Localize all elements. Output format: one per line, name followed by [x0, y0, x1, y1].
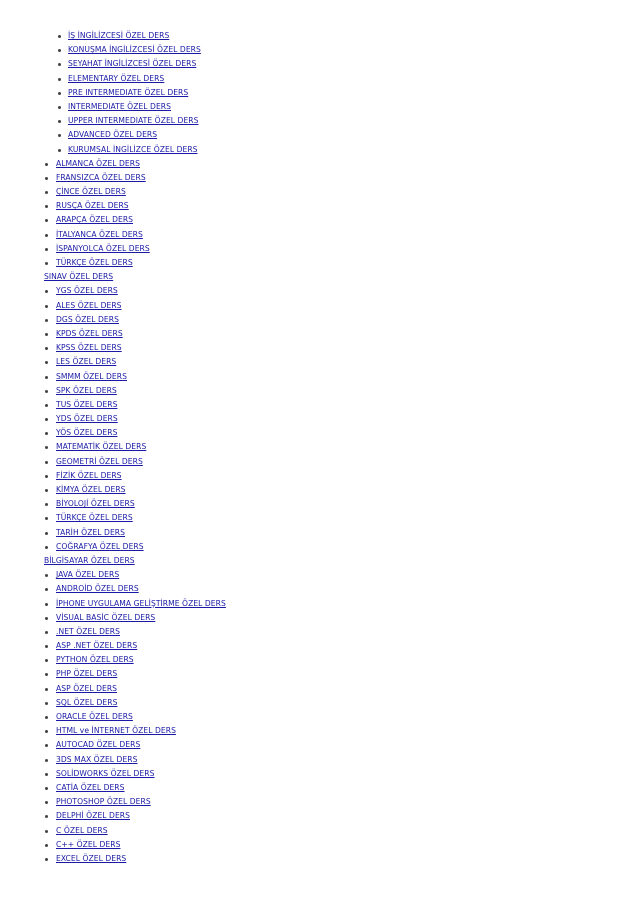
list-item	[0, 667, 638, 681]
list-item	[0, 171, 638, 185]
list-item	[0, 72, 638, 86]
course-link[interactable]: HTML ve İNTERNET ÖZEL DERS	[56, 726, 176, 736]
course-link[interactable]: ÇİNCE ÖZEL DERS	[56, 187, 126, 197]
list-item	[0, 157, 638, 171]
bullet-icon	[45, 333, 48, 336]
list-item	[0, 582, 638, 596]
course-link[interactable]: PHOTOSHOP ÖZEL DERS	[56, 797, 151, 807]
bullet-icon	[45, 489, 48, 492]
course-link[interactable]: FRANSIZCA ÖZEL DERS	[56, 172, 146, 182]
list-item	[0, 653, 638, 667]
bullet-icon	[45, 844, 48, 847]
list-item	[0, 114, 638, 128]
list-item	[0, 284, 638, 298]
bullet-icon	[45, 517, 48, 520]
course-link[interactable]: SEYAHAT İNGİLİZCESİ ÖZEL DERS	[68, 59, 197, 69]
list-item	[0, 213, 638, 227]
course-link[interactable]: KURUMSAL İNGİLİZCE ÖZEL DERS	[68, 144, 198, 154]
list-item	[0, 469, 638, 483]
list-item	[0, 568, 638, 582]
list-item	[0, 511, 638, 525]
list-item	[0, 767, 638, 781]
list-item	[0, 199, 638, 213]
bullet-icon	[45, 603, 48, 606]
list-item	[0, 639, 638, 653]
course-link[interactable]: SPK ÖZEL DERS	[56, 385, 117, 395]
course-link[interactable]: ALES ÖZEL DERS	[56, 300, 122, 310]
course-link[interactable]: GEOMETRİ ÖZEL DERS	[56, 456, 143, 466]
course-link[interactable]: JAVA ÖZEL DERS	[56, 570, 120, 580]
course-link[interactable]: FİZİK ÖZEL DERS	[56, 470, 122, 480]
course-link[interactable]: YÖS ÖZEL DERS	[56, 428, 118, 438]
course-link[interactable]: TUS ÖZEL DERS	[56, 399, 118, 409]
list-item	[0, 682, 638, 696]
course-link[interactable]: EXCEL ÖZEL DERS	[56, 853, 127, 863]
list-item	[0, 597, 638, 611]
course-link[interactable]: C++ ÖZEL DERS	[56, 839, 121, 849]
course-link[interactable]: MATEMATİK ÖZEL DERS	[56, 442, 147, 452]
bullet-icon	[58, 120, 61, 123]
course-link[interactable]: KONUŞMA İNGİLİZCESİ ÖZEL DERS	[68, 45, 201, 55]
course-link[interactable]: VİSUAL BASİC ÖZEL DERS	[56, 612, 156, 622]
section-heading-link	[0, 270, 638, 284]
list-item	[0, 625, 638, 639]
course-link[interactable]: ALMANCA ÖZEL DERS	[56, 158, 140, 168]
list-item	[0, 753, 638, 767]
list-item	[0, 710, 638, 724]
course-link[interactable]: DGS ÖZEL DERS	[56, 314, 119, 324]
section-link[interactable]: SINAV ÖZEL DERS	[44, 272, 114, 282]
list-item	[0, 526, 638, 540]
list-item	[0, 57, 638, 71]
list-item	[0, 440, 638, 454]
course-link[interactable]: İSPANYOLCA ÖZEL DERS	[56, 243, 150, 253]
bullet-icon	[45, 744, 48, 747]
course-link[interactable]: C ÖZEL DERS	[56, 825, 108, 835]
list-item	[0, 455, 638, 469]
bullet-icon	[58, 149, 61, 152]
list-item	[0, 611, 638, 625]
course-link[interactable]: ANDROİD ÖZEL DERS	[56, 584, 139, 594]
course-link[interactable]: UPPER INTERMEDIATE ÖZEL DERS	[68, 116, 199, 126]
bullet-icon	[58, 134, 61, 137]
list-item	[0, 384, 638, 398]
bullet-icon	[45, 617, 48, 620]
list-item	[0, 838, 638, 852]
bullet-icon	[45, 574, 48, 577]
bullet-icon	[45, 773, 48, 776]
bullet-icon	[58, 78, 61, 81]
list-item	[0, 143, 638, 157]
bullet-icon	[45, 659, 48, 662]
bullet-icon	[45, 361, 48, 364]
list-item	[0, 696, 638, 710]
section-link[interactable]: BİLGİSAYAR ÖZEL DERS	[44, 555, 135, 565]
bullet-icon	[45, 163, 48, 166]
course-link[interactable]: KPSS ÖZEL DERS	[56, 343, 122, 353]
course-link[interactable]: İŞ İNGİLİZCESİ ÖZEL DERS	[68, 31, 170, 40]
list-item	[0, 341, 638, 355]
course-link[interactable]: KPDS ÖZEL DERS	[56, 328, 123, 338]
bullet-icon	[45, 759, 48, 762]
bullet-icon	[45, 830, 48, 833]
bullet-icon	[58, 49, 61, 52]
bullet-icon	[45, 702, 48, 705]
list-item	[0, 355, 638, 369]
course-link[interactable]: TÜRKÇE ÖZEL DERS	[56, 258, 133, 267]
list-item	[0, 483, 638, 497]
bullet-icon	[45, 305, 48, 308]
bullet-icon	[45, 461, 48, 464]
course-link[interactable]: PHP ÖZEL DERS	[56, 669, 118, 679]
list-item	[0, 426, 638, 440]
bullet-icon	[45, 432, 48, 435]
bullet-icon	[45, 290, 48, 293]
course-link[interactable]: LES ÖZEL DERS	[56, 357, 117, 367]
list-item	[0, 228, 638, 242]
list-item	[0, 497, 638, 511]
bullet-icon	[45, 801, 48, 804]
bullet-icon	[45, 645, 48, 648]
course-link[interactable]: YDS ÖZEL DERS	[56, 414, 118, 424]
course-link[interactable]: SQL ÖZEL DERS	[56, 697, 118, 707]
bullet-icon	[45, 219, 48, 222]
course-link[interactable]: CATİA ÖZEL DERS	[56, 782, 125, 792]
course-link[interactable]: TARİH ÖZEL DERS	[56, 527, 125, 537]
course-link[interactable]: SOLİDWORKS ÖZEL DERS	[56, 768, 155, 778]
bullet-icon	[45, 418, 48, 421]
list-item	[0, 781, 638, 795]
course-link[interactable]: ADVANCED ÖZEL DERS	[68, 130, 158, 140]
bullet-icon	[58, 92, 61, 95]
list-item	[0, 738, 638, 752]
course-link[interactable]: SMMM ÖZEL DERS	[56, 371, 127, 381]
bullet-icon	[45, 191, 48, 194]
bullet-icon	[45, 532, 48, 535]
course-link[interactable]: 3DS MAX ÖZEL DERS	[56, 754, 138, 764]
bullet-icon	[45, 815, 48, 818]
course-link[interactable]: AUTOCAD ÖZEL DERS	[56, 740, 141, 750]
bullet-icon	[45, 376, 48, 379]
course-link[interactable]: ORACLE ÖZEL DERS	[56, 712, 133, 721]
course-link[interactable]: DELPHİ ÖZEL DERS	[56, 811, 130, 821]
bullet-icon	[45, 588, 48, 591]
bullet-icon	[45, 787, 48, 790]
list-item	[0, 412, 638, 426]
bullet-icon	[45, 262, 48, 265]
course-link[interactable]: RUSÇA ÖZEL DERS	[56, 201, 129, 211]
course-link-list	[0, 29, 638, 866]
course-link[interactable]: .NET ÖZEL DERS	[56, 626, 121, 636]
course-link[interactable]: BİYOLOJİ ÖZEL DERS	[56, 499, 135, 509]
list-item	[0, 824, 638, 838]
course-link[interactable]: ELEMENTARY ÖZEL DERS	[68, 73, 165, 83]
course-link[interactable]: ASP .NET ÖZEL DERS	[56, 641, 138, 651]
bullet-icon	[45, 390, 48, 393]
list-item	[0, 86, 638, 100]
bullet-icon	[45, 234, 48, 237]
list-item	[0, 128, 638, 142]
list-item	[0, 256, 638, 270]
section-heading-link	[0, 554, 638, 568]
list-item	[0, 370, 638, 384]
list-item	[0, 185, 638, 199]
list-item	[0, 43, 638, 57]
bullet-icon	[45, 730, 48, 733]
list-item	[0, 398, 638, 412]
bullet-icon	[45, 546, 48, 549]
course-link[interactable]: KİMYA ÖZEL DERS	[56, 485, 126, 494]
course-link[interactable]: İPHONE UYGULAMA GELİŞTİRME ÖZEL DERS	[56, 598, 226, 608]
bullet-icon	[45, 688, 48, 691]
list-item	[0, 852, 638, 866]
bullet-icon	[45, 503, 48, 506]
list-item	[0, 540, 638, 554]
course-link[interactable]: İTALYANCA ÖZEL DERS	[56, 229, 143, 239]
course-link[interactable]: INTERMEDIATE ÖZEL DERS	[68, 101, 171, 111]
bullet-icon	[45, 446, 48, 449]
bullet-icon	[45, 248, 48, 251]
bullet-icon	[45, 631, 48, 634]
list-item	[0, 313, 638, 327]
course-link[interactable]: PRE INTERMEDIATE ÖZEL DERS	[68, 87, 189, 97]
course-link[interactable]: ARAPÇA ÖZEL DERS	[56, 215, 134, 225]
bullet-icon	[58, 106, 61, 109]
bullet-icon	[45, 404, 48, 407]
list-item	[0, 327, 638, 341]
bullet-icon	[45, 716, 48, 719]
list-item	[0, 809, 638, 823]
bullet-icon	[45, 205, 48, 208]
list-item	[0, 29, 638, 43]
bullet-icon	[45, 475, 48, 478]
list-item	[0, 242, 638, 256]
bullet-icon	[45, 858, 48, 861]
course-link[interactable]: TÜRKÇE ÖZEL DERS	[56, 513, 133, 523]
course-link[interactable]: YGS ÖZEL DERS	[56, 286, 118, 296]
course-link[interactable]: ASP ÖZEL DERS	[56, 683, 118, 693]
bullet-icon	[45, 319, 48, 322]
course-link[interactable]: PYTHON ÖZEL DERS	[56, 655, 134, 665]
course-link[interactable]: COĞRAFYA ÖZEL DERS	[56, 541, 144, 551]
bullet-icon	[58, 63, 61, 66]
bullet-icon	[45, 673, 48, 676]
list-item	[0, 724, 638, 738]
list-item	[0, 299, 638, 313]
bullet-icon	[58, 35, 61, 38]
list-item	[0, 100, 638, 114]
bullet-icon	[45, 177, 48, 180]
bullet-icon	[45, 347, 48, 350]
list-item	[0, 795, 638, 809]
